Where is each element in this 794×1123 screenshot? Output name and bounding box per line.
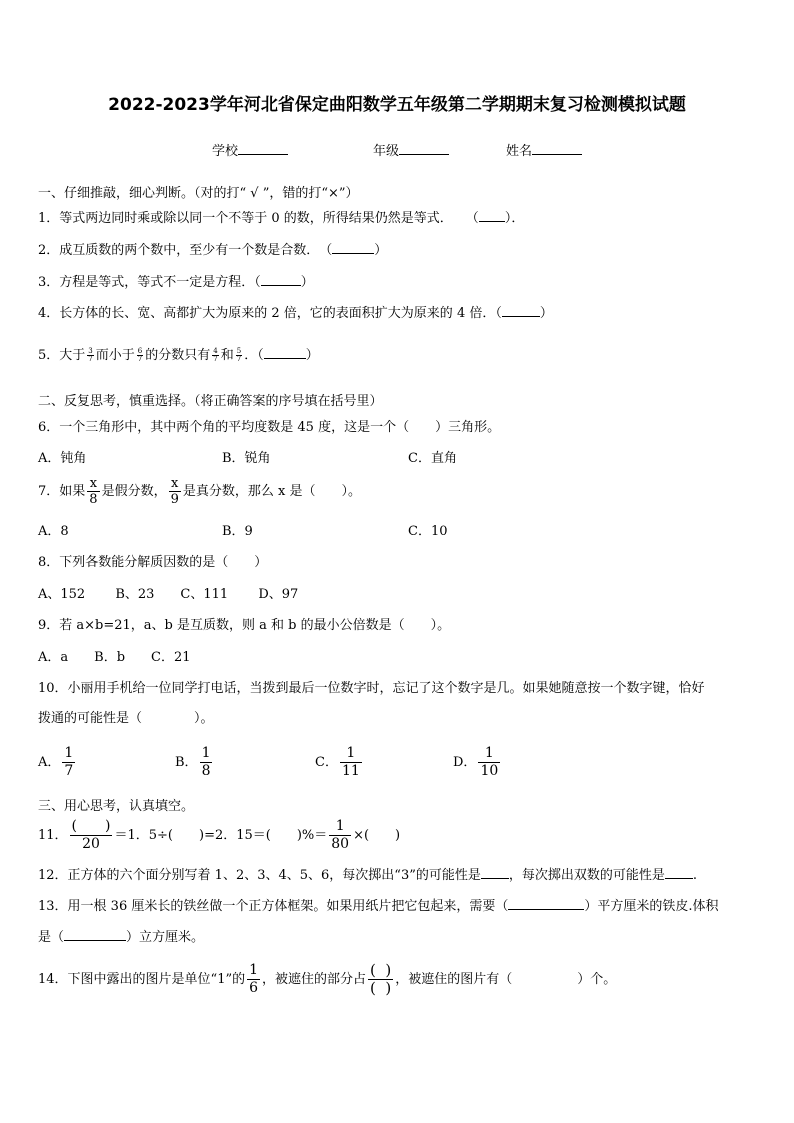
question-11-number: 11．: [38, 828, 68, 843]
answer-blank-1[interactable]: [479, 209, 505, 222]
question-6: 6．一个三角形中，其中两个角的平均度数是 45 度，这是一个（ ）三角形。: [38, 420, 501, 435]
question-8: 8．下列各数能分解质因数的是（ ）: [38, 555, 268, 570]
school-field[interactable]: [212, 140, 288, 159]
fraction-blank-20[interactable]: $\frac{( )}{20}$: [71, 818, 111, 852]
question-5-text-c: 的分数只有: [145, 348, 211, 363]
question-1-end: ）．: [504, 211, 525, 226]
page-title: 2022-2023学年河北省保定曲阳数学五年级第二学期期末复习检测模拟试题: [108, 95, 686, 115]
question-12-text-c: .: [692, 868, 698, 883]
question-7-text-c: 是真分数，那么 x 是（ ）。: [182, 484, 361, 499]
fraction-5-7: $\frac{5}{7}$: [236, 347, 242, 363]
question-13-line-2: [38, 926, 204, 945]
q7-option-b[interactable]: B．9: [222, 524, 253, 539]
fraction-3-7: $\frac{3}{7}$: [88, 347, 93, 363]
q6-option-c[interactable]: C．直角: [408, 451, 457, 466]
question-5-text-b: 而小于: [95, 348, 135, 363]
question-12: [38, 864, 697, 883]
section3-heading: 三、用心思考，认真填空。: [38, 799, 195, 814]
question-12-text-b: ，每次掷出双数的可能性是: [508, 868, 665, 883]
question-13-line-1: [38, 895, 719, 914]
fraction-x-9: $\frac{x}{9}$: [170, 476, 179, 507]
question-1: [38, 207, 524, 226]
question-14-text-c: ，被遮住的图片有（ ）个。: [395, 972, 617, 987]
question-2-end: ）: [374, 243, 388, 258]
question-3: [38, 271, 314, 290]
answer-blank-4[interactable]: [502, 304, 540, 317]
question-14-text-a: 14．下图中露出的图片是单位“1”的: [38, 972, 246, 987]
question-12-text-a: 12．正方体的六个面分别写着 1、2、3、4、5、6，每次掷出“3”的可能性是: [38, 868, 481, 883]
q10-option-d-label: D．: [453, 755, 477, 770]
question-14: [38, 962, 616, 997]
q10-option-d[interactable]: [453, 745, 502, 780]
question-4: [38, 302, 553, 321]
question-3-end: ）: [300, 275, 314, 290]
fraction-blank-blank[interactable]: [368, 962, 393, 997]
question-11-text-c: ×( ): [353, 828, 401, 843]
question-2-text: 2．成互质数的两个数中，至少有一个数是合数． （: [38, 243, 333, 258]
question-10-line-1: 10．小丽用手机给一位同学打电话，当拨到最后一位数字时，忘记了这个数字是几。如果她随意按一个数字键，恰好: [38, 681, 705, 696]
question-5-text-d: 和: [220, 348, 234, 363]
fraction-x-8: $\frac{x}{8}$: [89, 476, 98, 507]
fraction-1-80: $\frac{1}{80}$: [331, 818, 350, 852]
question-13-text-a: 13．用一根 36 厘米长的铁丝做一个正方体框架。如果用纸片把它包起来，需要（: [38, 899, 509, 914]
question-5-text-e: ．（: [244, 348, 264, 363]
q10-option-a-label: A．: [38, 755, 61, 770]
question-3-text: 3．方程是等式，等式不一定是方程．（: [38, 275, 261, 290]
fraction-1-6: $\frac{1}{6}$: [249, 962, 259, 996]
question-5: [38, 344, 319, 363]
q7-option-c[interactable]: C．10: [408, 524, 448, 539]
fraction-6-7: $\frac{6}{7}$: [137, 347, 143, 363]
q6-option-a[interactable]: A．钝角: [38, 451, 87, 466]
name-label: 姓名: [506, 144, 533, 159]
question-4-text: 4．长方体的长、宽、高都扩大为原来的 2 倍，它的表面积扩大为原来的 4 倍．（: [38, 306, 502, 321]
fraction-1-8: $\frac{1}{8}$: [201, 745, 211, 779]
question-1-text: 1．等式两边同时乘或除以同一个不等于 0 的数，所得结果仍然是等式． （: [38, 211, 479, 226]
q10-option-c[interactable]: [315, 745, 364, 780]
question-5-text-a: 5．大于: [38, 348, 86, 363]
answer-blank-5[interactable]: [264, 346, 306, 359]
fraction-1-10: $\frac{1}{10}$: [480, 745, 499, 779]
question-9: 9．若 a×b=21，a、b 是互质数，则 a 和 b 的最小公倍数是（ ）。: [38, 618, 451, 633]
question-11-text-b: ＝1．5÷( )=2．15＝( )%＝: [114, 828, 328, 843]
q8-options[interactable]: A、152 B、23 C、111 D、97: [38, 587, 299, 602]
q10-option-b-label: B．: [175, 755, 198, 770]
q10-option-c-label: C．: [315, 755, 338, 770]
q7-option-a[interactable]: A．8: [38, 524, 69, 539]
section2-heading: 二、反复思考，慎重选择。（将正确答案的序号填在括号里）: [38, 394, 383, 409]
school-label: 学校: [212, 144, 239, 159]
name-blank[interactable]: [532, 142, 582, 155]
grade-blank[interactable]: [399, 142, 449, 155]
q9-options[interactable]: A．a B．b C．21: [38, 650, 191, 665]
question-14-text-b: ，被遮住的部分占: [262, 972, 367, 987]
answer-blank-13b[interactable]: [64, 928, 126, 941]
name-field[interactable]: [506, 140, 582, 159]
q10-option-a[interactable]: [38, 745, 77, 780]
question-13-text-b: ）平方厘米的铁皮.体积: [584, 899, 719, 914]
answer-blank-3[interactable]: [261, 273, 301, 286]
question-7: [38, 476, 361, 507]
question-13-text-d: ）立方厘米。: [126, 930, 205, 945]
numerator-blank[interactable]: ( ): [370, 961, 392, 979]
answer-blank-12a[interactable]: [481, 866, 509, 879]
answer-blank-13a[interactable]: [508, 897, 584, 910]
answer-blank-12b[interactable]: [665, 866, 693, 879]
question-11: [38, 818, 400, 853]
answer-blank-2[interactable]: [332, 241, 374, 254]
grade-label: 年级: [373, 144, 400, 159]
question-10-line-2: 拨通的可能性是（ ）。: [38, 711, 214, 726]
question-13-text-c: 是（: [38, 930, 65, 945]
denominator-blank[interactable]: ( ): [370, 979, 392, 997]
question-2: [38, 239, 387, 258]
section1-heading: 一、仔细推敲，细心判断。（对的打“ √ ”，错的打“×”）: [38, 186, 359, 201]
question-7-text-a: 7．如果: [38, 484, 86, 499]
question-5-end: ）: [305, 348, 319, 363]
school-blank[interactable]: [238, 142, 288, 155]
q6-option-b[interactable]: B．锐角: [222, 451, 271, 466]
fraction-4-7: $\frac{4}{7}$: [213, 347, 218, 363]
q10-option-b[interactable]: [175, 745, 214, 780]
grade-field[interactable]: [373, 140, 449, 159]
question-4-end: ）: [539, 306, 553, 321]
fraction-1-11: $\frac{1}{11}$: [341, 745, 360, 779]
fraction-1-7: $\frac{1}{7}$: [64, 745, 74, 779]
question-7-text-b: 是假分数，: [101, 484, 167, 499]
